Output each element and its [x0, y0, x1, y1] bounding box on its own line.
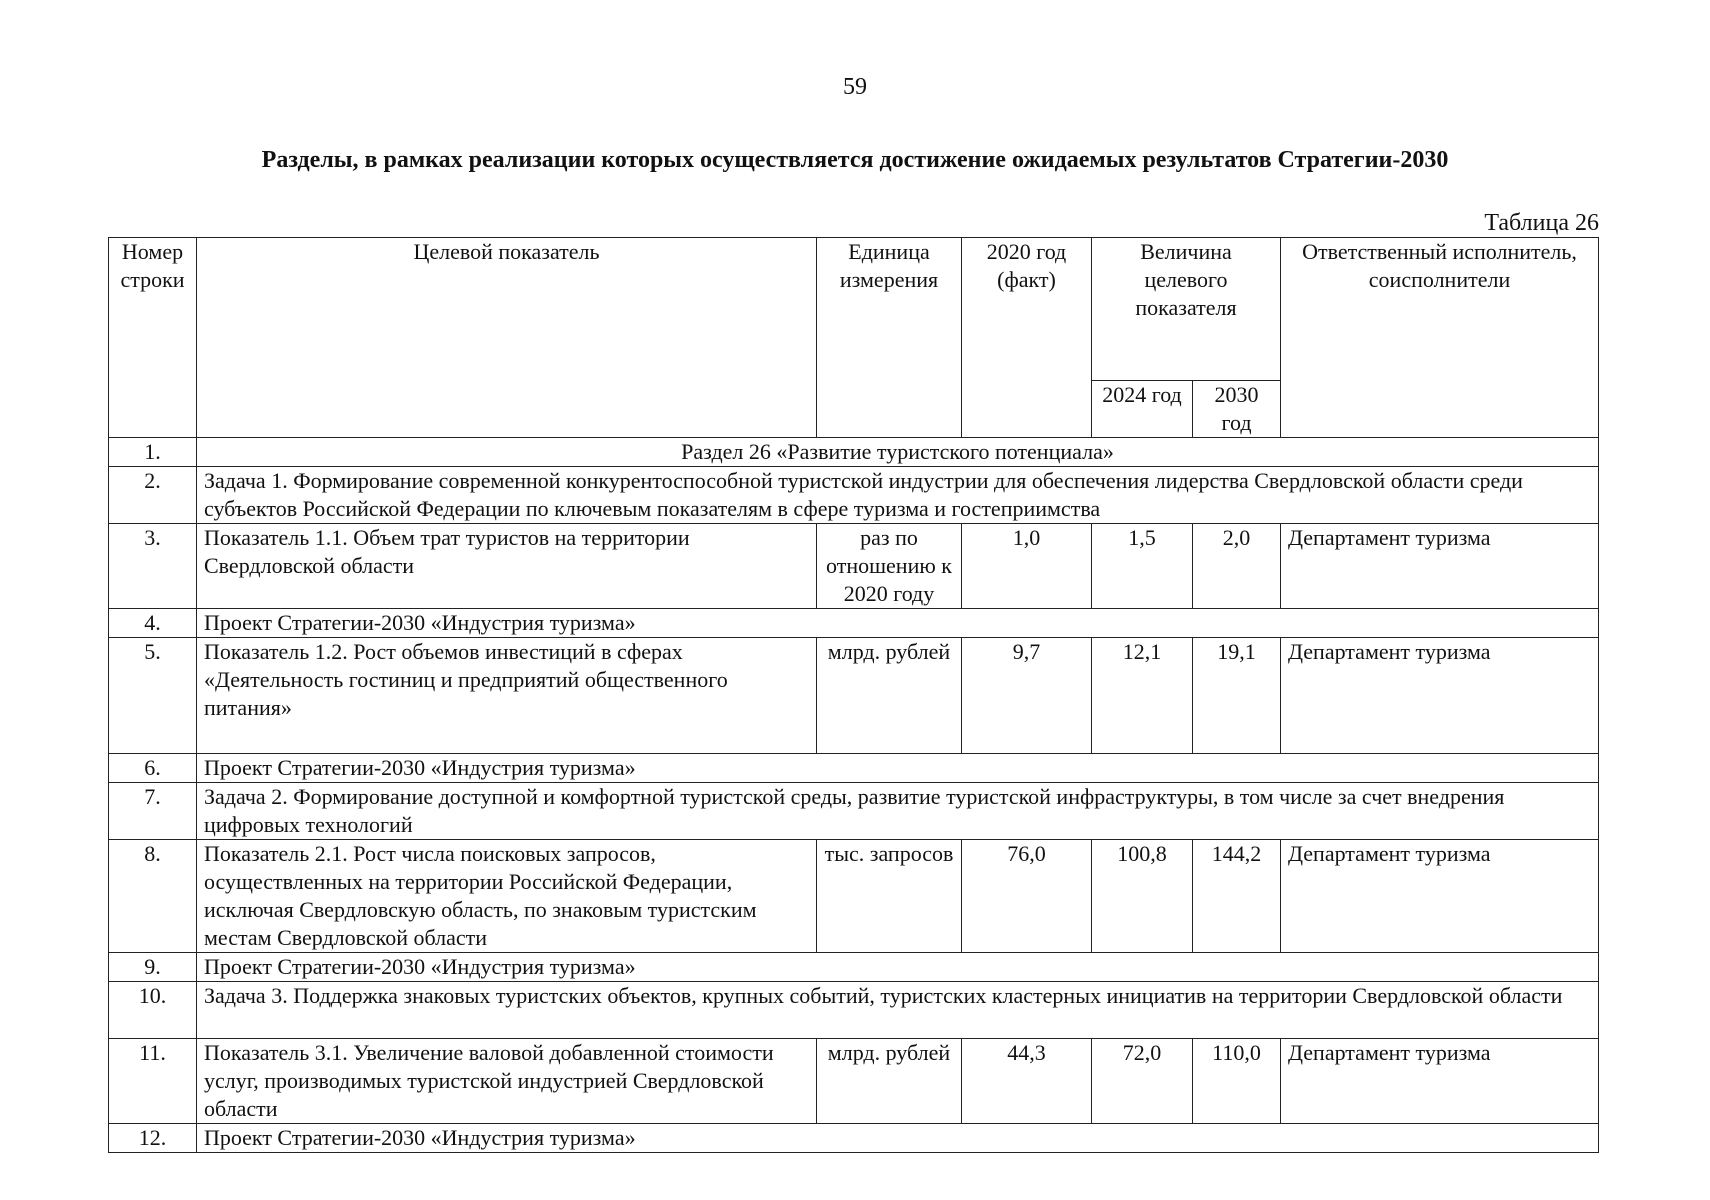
value-2030: 110,0	[1193, 1039, 1281, 1124]
responsible-text: Департамент туризма	[1281, 840, 1599, 953]
task-text: Задача 3. Поддержка знаковых туристских объектов, крупных событий, туристских кластерных инициатив на территории Свердловской области	[197, 982, 1599, 1039]
table-caption: Таблица 26	[1484, 210, 1599, 236]
table-row	[109, 783, 1599, 840]
fact-2020-value: 44,3	[962, 1039, 1092, 1124]
project-text: Проект Стратегии-2030 «Индустрия туризма»	[197, 1124, 1599, 1153]
table-row	[109, 638, 1599, 754]
row-number: 7.	[109, 783, 197, 840]
indicator-text: Показатель 2.1. Рост числа поисковых запросов, осуществленных на территории Российской Федерации, исключая Свердловскую область, по знаковым туристским местам Свердловской области	[197, 840, 817, 953]
table-row	[109, 438, 1599, 467]
indicators-table	[108, 237, 1599, 1153]
unit-text: млрд. рублей	[817, 638, 962, 754]
row-number: 4.	[109, 609, 197, 638]
header-unit: Единица измерения	[817, 238, 962, 438]
unit-text: тыс. запросов	[817, 840, 962, 953]
indicator-text: Показатель 1.2. Рост объемов инвестиций в сферах «Деятельность гостиниц и предприятий общественного питания»	[197, 638, 817, 754]
header-year-2030: 2030 год	[1193, 381, 1281, 438]
table-row	[109, 1039, 1599, 1124]
header-row	[109, 238, 1599, 381]
fact-2020-value: 76,0	[962, 840, 1092, 953]
table-row	[109, 609, 1599, 638]
row-number: 2.	[109, 467, 197, 524]
fact-2020-value: 9,7	[962, 638, 1092, 754]
document-title: Разделы, в рамках реализации которых осуществляется достижение ожидаемых результатов Стратегии-2030	[261, 147, 1449, 173]
table-row	[109, 1124, 1599, 1153]
row-number: 12.	[109, 1124, 197, 1153]
row-number: 1.	[109, 438, 197, 467]
value-2024: 100,8	[1092, 840, 1193, 953]
task-text: Задача 1. Формирование современной конкурентоспособной туристской индустрии для обеспечения лидерства Свердловской области среди субъектов Российской Федерации по ключевым показателям в сфере туризма и гостеприимства	[197, 467, 1599, 524]
project-text: Проект Стратегии-2030 «Индустрия туризма»	[197, 609, 1599, 638]
row-number: 8.	[109, 840, 197, 953]
section-title: Раздел 26 «Развитие туристского потенциала»	[197, 438, 1599, 467]
fact-2020-value: 1,0	[962, 524, 1092, 609]
row-number: 6.	[109, 754, 197, 783]
table-row	[109, 754, 1599, 783]
responsible-text: Департамент туризма	[1281, 524, 1599, 609]
header-indicator: Целевой показатель	[197, 238, 817, 438]
table-row	[109, 840, 1599, 953]
responsible-text: Департамент туризма	[1281, 638, 1599, 754]
task-text: Задача 2. Формирование доступной и комфортной туристской среды, развитие туристской инфраструктуры, в том числе за счет внедрения цифровых технологий	[197, 783, 1599, 840]
value-2024: 12,1	[1092, 638, 1193, 754]
header-target-value: Величина целевого показателя	[1092, 238, 1281, 381]
row-number: 9.	[109, 953, 197, 982]
indicator-text: Показатель 1.1. Объем трат туристов на территории Свердловской области	[197, 524, 817, 609]
header-year-2024: 2024 год	[1092, 381, 1193, 438]
table-row	[109, 467, 1599, 524]
value-2024: 72,0	[1092, 1039, 1193, 1124]
row-number: 10.	[109, 982, 197, 1039]
header-row-number: Номер строки	[109, 238, 197, 438]
value-2030: 144,2	[1193, 840, 1281, 953]
project-text: Проект Стратегии-2030 «Индустрия туризма»	[197, 953, 1599, 982]
row-number: 11.	[109, 1039, 197, 1124]
value-2030: 19,1	[1193, 638, 1281, 754]
table-row	[109, 524, 1599, 609]
row-number: 3.	[109, 524, 197, 609]
table-row	[109, 982, 1599, 1039]
value-2024: 1,5	[1092, 524, 1193, 609]
indicator-text: Показатель 3.1. Увеличение валовой добавленной стоимости услуг, производимых туристской индустрией Свердловской области	[197, 1039, 817, 1124]
table-row	[109, 953, 1599, 982]
row-number: 5.	[109, 638, 197, 754]
header-responsible: Ответственный исполнитель, соисполнители	[1281, 238, 1599, 438]
project-text: Проект Стратегии-2030 «Индустрия туризма»	[197, 754, 1599, 783]
page-number: 59	[843, 74, 867, 100]
header-fact-2020: 2020 год (факт)	[962, 238, 1092, 438]
unit-text: млрд. рублей	[817, 1039, 962, 1124]
unit-text: раз по отношению к 2020 году	[817, 524, 962, 609]
responsible-text: Департамент туризма	[1281, 1039, 1599, 1124]
value-2030: 2,0	[1193, 524, 1281, 609]
